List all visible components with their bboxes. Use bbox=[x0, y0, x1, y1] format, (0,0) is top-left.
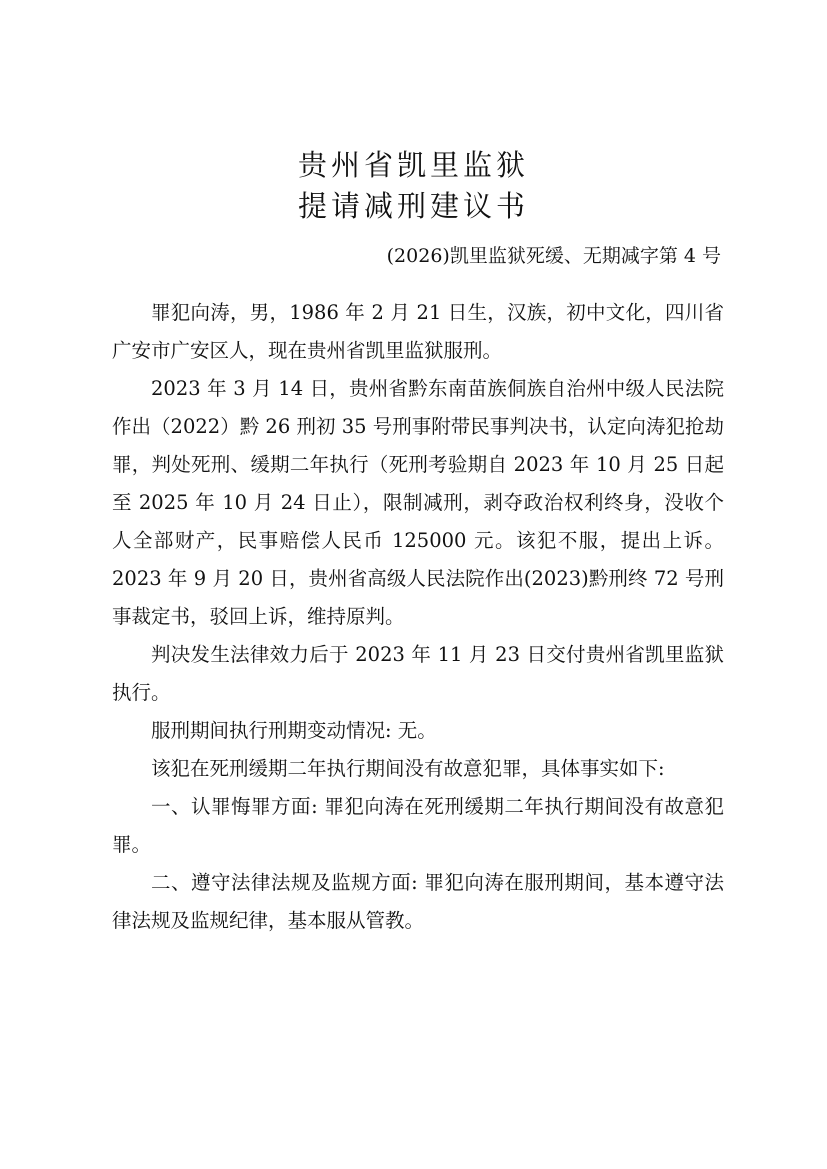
document-number: (2026)凯里监狱死缓、无期减字第 4 号 bbox=[386, 245, 721, 267]
paragraph-criminal-info: 罪犯向涛，男，1986 年 2 月 21 日生，汉族，初中文化，四川省广安市广安区人，现在贵州省凯里监狱服刑。 bbox=[112, 301, 724, 362]
paragraph-discipline: 二、遵守法律法规及监规方面: 罪犯向涛在服刑期间，基本遵守法律法规及监规纪律，基本服从管教。 bbox=[112, 871, 724, 932]
paragraph-facts-intro: 该犯在死刑缓期二年执行期间没有故意犯罪，具体事实如下: bbox=[151, 757, 665, 780]
paragraph-judgment: 2023 年 3 月 14 日，贵州省黔东南苗族侗族自治州中级人民法院作出（2022）黔 26 刑初 35 号刑事附带民事判决书，认定向涛犯抢劫罪，判处死刑、缓期二年执行（死刑考验期自 2023 年 10 月 25 日起至 2025 年 10 月 24 日止），限制减刑，剥夺政治权利终身，没收个人全部财产，民事赔偿人民币 125000 元。该犯不服，提出上诉。2023 年 9 月 20 日，贵州省高级人民法院作出(2023)黔刑终 72 号刑事裁定书，驳回上诉，维持原判。 bbox=[112, 377, 724, 628]
paragraph-delivery: 判决发生法律效力后于 2023 年 11 月 23 日交付贵州省凯里监狱执行。 bbox=[112, 643, 724, 704]
paragraph-repentance: 一、认罪悔罪方面: 罪犯向涛在死刑缓期二年执行期间没有故意犯罪。 bbox=[112, 795, 724, 856]
document-title-line1: 贵州省凯里监狱 bbox=[297, 148, 529, 182]
paragraph-sentence-changes: 服刑期间执行刑期变动情况: 无。 bbox=[151, 719, 437, 742]
document-title-line2: 提请减刑建议书 bbox=[297, 189, 529, 223]
document-body bbox=[112, 294, 724, 940]
